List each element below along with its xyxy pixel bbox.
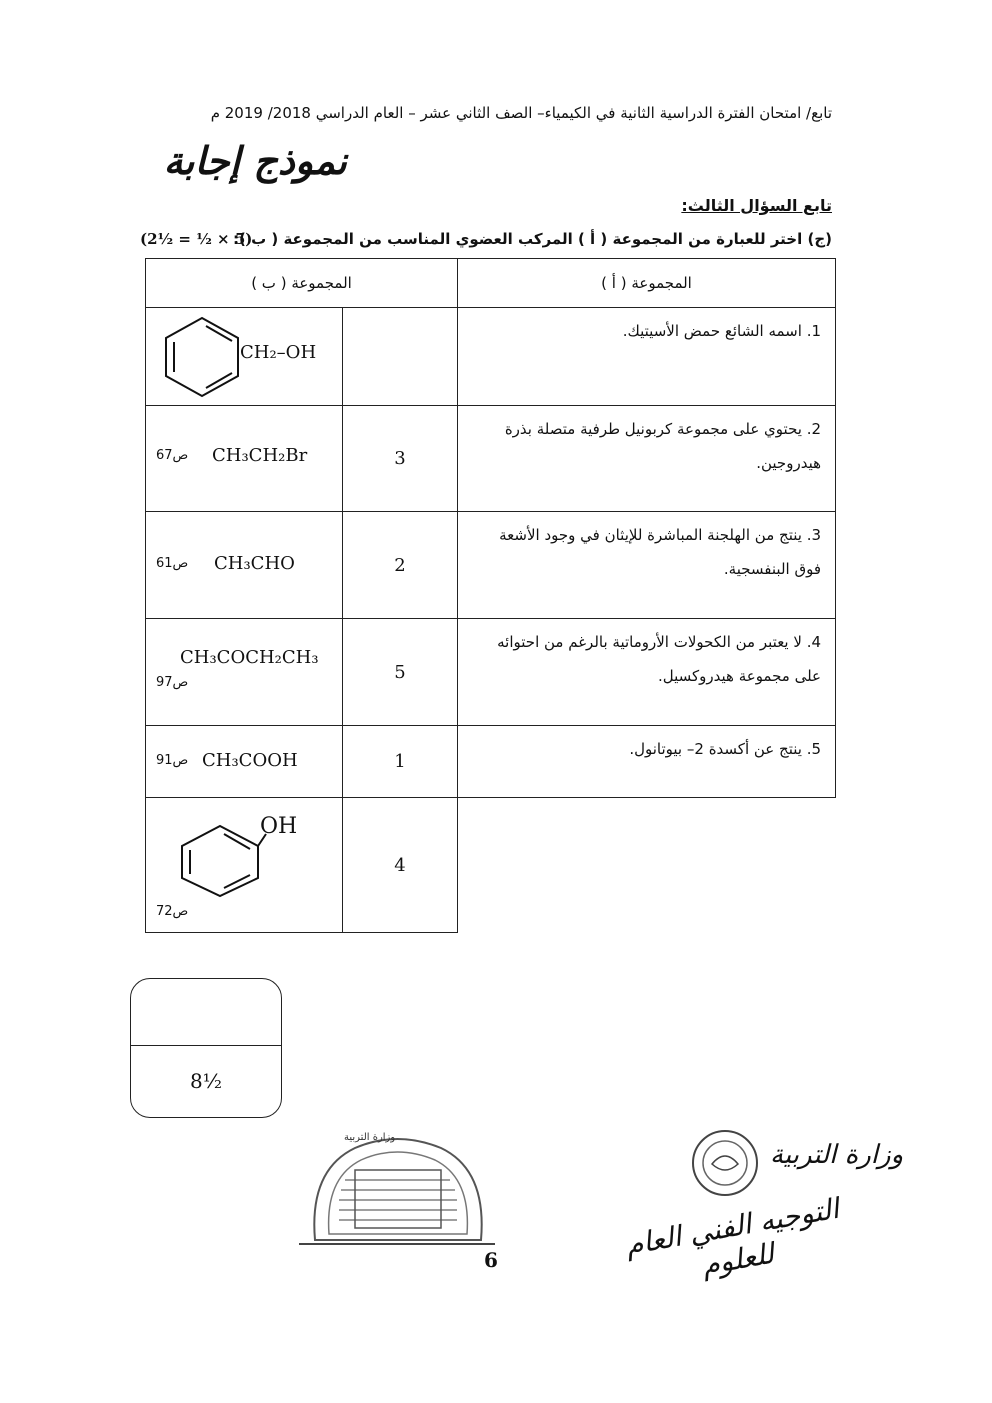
- page-ref-6: ص72: [156, 904, 189, 919]
- answer-4: 5: [343, 619, 458, 726]
- page-ref-4: ص97: [156, 675, 189, 690]
- phenol-structure-icon: [172, 814, 268, 898]
- group-b-cell-3: [146, 512, 343, 619]
- answer-3: 2: [343, 512, 458, 619]
- page-number: 6: [484, 1248, 498, 1272]
- benzyl-alcohol-structure-icon: [160, 314, 244, 400]
- group-b-cell-5: [146, 726, 343, 798]
- ministry-seal-right-icon: [690, 1128, 760, 1198]
- left-stamp-text: وزارة التربية: [344, 1132, 396, 1143]
- group-b-cell-6: [146, 798, 343, 933]
- matching-table: [145, 258, 836, 933]
- group-b-cell-1: [146, 308, 343, 406]
- statement-1: 1. اسمه الشائع حمض الأسيتيك.: [458, 308, 836, 406]
- group-b-header: المجموعة ( ب ): [146, 259, 458, 308]
- group-b-cell-2: [146, 406, 343, 512]
- page-ref-5: ص91: [156, 753, 189, 768]
- formula-6: OH: [260, 814, 298, 839]
- page-ref-2: ص67: [156, 448, 189, 463]
- right-stamp-text: وزارة التربية: [770, 1140, 904, 1170]
- statement-4: 4. لا يعتبر من الكحولات الأروماتية بالرغم من احتوائه على مجموعة هيدروكسيل.: [458, 619, 836, 726]
- statement-5: 5. ينتج عن أكسدة 2– بيوتانول.: [458, 726, 836, 798]
- answer-2: 3: [343, 406, 458, 512]
- score-formula: (2½ = ½ × 5): [140, 230, 253, 248]
- formula-5: CH₃COOH: [202, 750, 298, 771]
- page-ref-3: ص61: [156, 556, 189, 571]
- statement-3: 3. ينتج من الهلجنة المباشرة للإيثان في وجود الأشعة فوق البنفسجية.: [458, 512, 836, 619]
- empty-cell: [458, 798, 836, 933]
- question-instruction: (ج) اختر للعبارة من المجموعة ( أ ) المركب العضوي المناسب من المجموعة ( ب ):: [233, 230, 832, 248]
- score-total: 8½: [189, 1069, 223, 1093]
- right-signature: التوجيه الفني العام للعلوم: [623, 1191, 842, 1282]
- answer-1: [343, 308, 458, 406]
- score-box: [130, 978, 282, 1118]
- answer-5: 1: [343, 726, 458, 798]
- formula-1: CH₂–OH: [240, 342, 317, 363]
- statement-2: 2. يحتوي على مجموعة كربونيل طرفية متصلة بذرة هيدروجين.: [458, 406, 836, 512]
- formula-4: CH₃COCH₂CH₃: [180, 647, 319, 668]
- formula-3: CH₃CHO: [214, 553, 295, 574]
- ministry-stamp-left-icon: [295, 1130, 500, 1250]
- exam-header-line: تابع/ امتحان الفترة الدراسية الثانية في الكيمياء– الصف الثاني عشر – العام الدراسي 2018/ 2019 م: [210, 104, 832, 122]
- formula-2: CH₃CH₂Br: [212, 445, 308, 466]
- group-a-header: المجموعة ( أ ): [458, 259, 836, 308]
- answer-6: 4: [343, 798, 458, 933]
- score-divider: [131, 1045, 281, 1046]
- model-answer-title: نموذج إجابة: [163, 138, 347, 183]
- group-b-cell-4: [146, 619, 343, 726]
- section-title: تابع السؤال الثالث:: [681, 196, 832, 215]
